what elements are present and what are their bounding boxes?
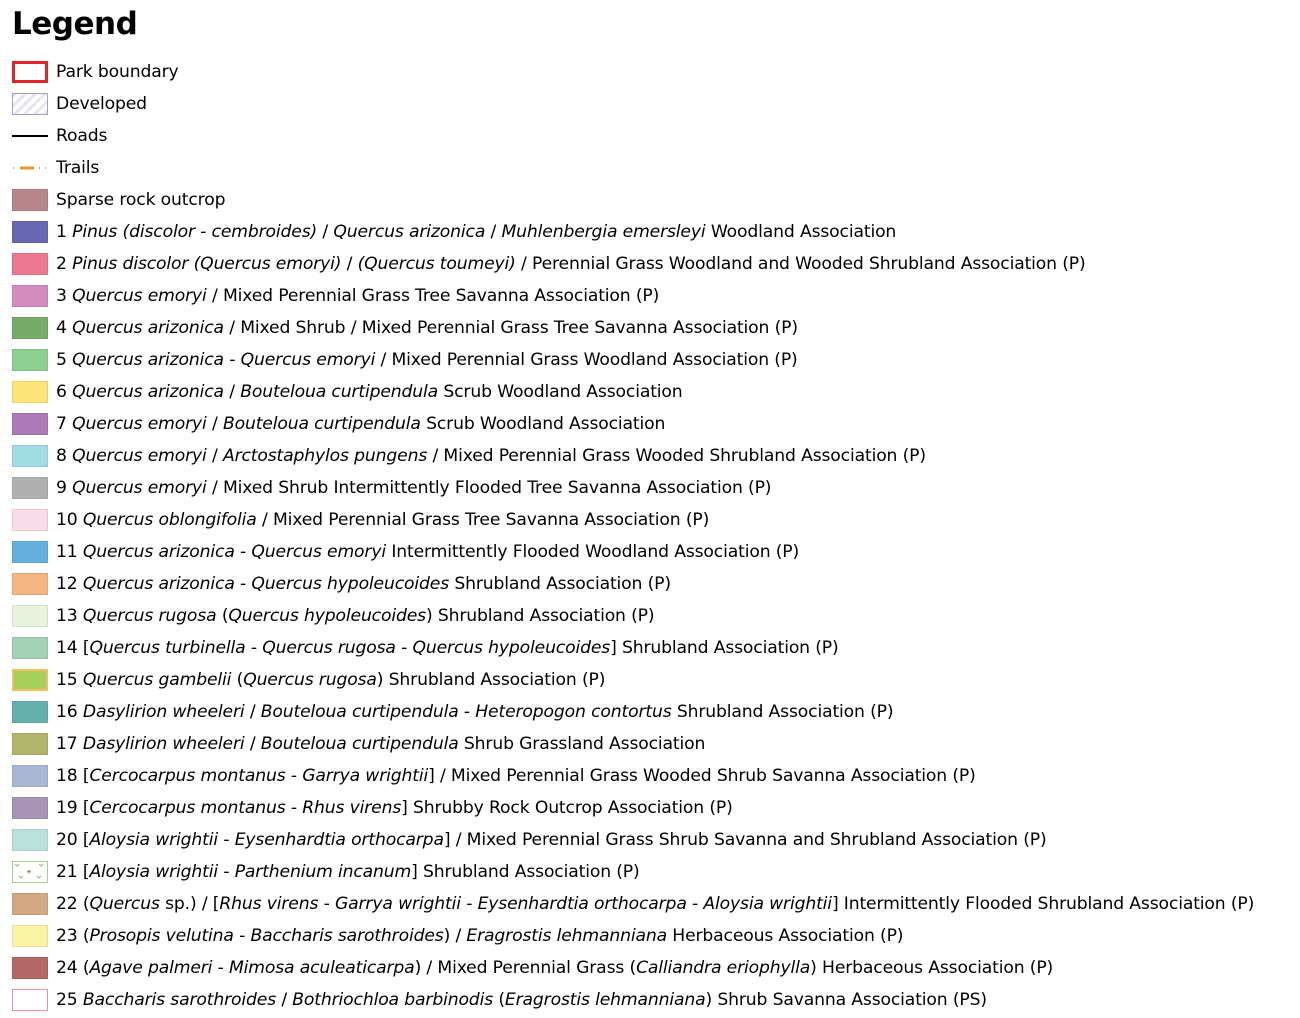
legend-list: [12, 56, 1254, 1016]
species-name: Quercus hypoleucoides: [412, 638, 611, 658]
label-text: 8: [56, 446, 73, 466]
color-swatch-icon: [12, 189, 48, 211]
label-text: /: [317, 222, 334, 242]
species-name: Rhus virens: [219, 894, 319, 914]
legend-item-label: [56, 766, 976, 786]
species-name: Garrya wrightii: [334, 894, 461, 914]
legend-item: [12, 312, 1254, 344]
legend-item: [12, 376, 1254, 408]
species-name: Bouteloua curtipendula: [222, 414, 421, 434]
legend-title: Legend: [12, 6, 138, 42]
label-text: 20 [: [56, 830, 90, 850]
legend-item: [12, 152, 1254, 184]
legend-item-label: [56, 158, 99, 178]
label-text: -: [460, 894, 478, 914]
legend-item-label: [56, 958, 1053, 978]
color-swatch-icon: [12, 413, 48, 435]
species-name: Quercus oblongifolia: [82, 510, 257, 530]
shrub-mark: [19, 876, 23, 878]
species-name: Bouteloua curtipendula: [260, 734, 459, 754]
species-name: Quercus arizonica: [72, 382, 224, 402]
legend-item: [12, 856, 1254, 888]
species-name: Aloysia wrightii: [89, 830, 218, 850]
legend-item-label: [56, 894, 1254, 914]
species-name: Quercus emoryi: [72, 286, 207, 306]
legend-item: [12, 504, 1254, 536]
species-name: Pinus discolor (Quercus emoryi): [72, 254, 342, 274]
color-swatch-icon: [12, 989, 48, 1011]
color-swatch-icon: [12, 605, 48, 627]
label-text: /: [485, 222, 502, 242]
legend-item: [12, 248, 1254, 280]
label-text: 11: [56, 542, 83, 562]
label-text: 13: [56, 606, 83, 626]
shrub-pattern-swatch-icon: [12, 861, 48, 883]
label-text: Herbaceous Association (P): [666, 926, 904, 946]
color-swatch-icon: [12, 957, 48, 979]
label-text: / Mixed Perennial Grass Wooded Shrubland Association (P): [427, 446, 926, 466]
label-text: ] / Mixed Perennial Grass Wooded Shrub Savanna Association (P): [428, 766, 976, 786]
legend-item: [12, 920, 1254, 952]
label-text: Scrub Woodland Association: [438, 382, 683, 402]
label-text: 25: [56, 990, 83, 1010]
label-text: ) Shrubland Association (P): [425, 606, 655, 626]
label-text: -: [218, 862, 235, 882]
label-text: ] Shrubby Rock Outcrop Association (P): [401, 798, 733, 818]
species-name: Quercus rugosa: [262, 638, 396, 658]
species-name: Quercus gambelii: [82, 670, 232, 690]
species-name: Quercus emoryi: [72, 414, 207, 434]
color-swatch-icon: [12, 701, 48, 723]
label-text: / Mixed Shrub / Mixed Perennial Grass Tree Savanna Association (P): [223, 318, 798, 338]
species-name: Heteropogon contortus: [475, 702, 672, 722]
species-name: Baccharis sarothroides: [82, 990, 276, 1010]
legend-item: [12, 344, 1254, 376]
label-text: -: [318, 894, 335, 914]
species-name: Quercus hypoleucoides: [228, 606, 426, 626]
label-text: 12: [56, 574, 83, 594]
label-text: -: [234, 542, 252, 562]
legend-item-label: [56, 190, 225, 210]
trail-line-icon: [12, 157, 48, 179]
label-text: -: [686, 894, 704, 914]
species-name: Mimosa aculeaticarpa: [228, 958, 415, 978]
label-text: 17: [56, 734, 83, 754]
species-name: Eysenhardtia orthocarpa: [234, 830, 444, 850]
label-text: -: [218, 830, 235, 850]
label-text: 1: [56, 222, 73, 242]
label-text: ) Herbaceous Association (P): [810, 958, 1054, 978]
label-text: 15: [56, 670, 83, 690]
species-name: Cercocarpus montanus: [89, 798, 286, 818]
label-text: Woodland Association: [705, 222, 897, 242]
legend-item: [12, 984, 1254, 1016]
label-text: Scrub Woodland Association: [420, 414, 666, 434]
label-text: 24 (: [56, 958, 90, 978]
color-swatch-icon: [12, 765, 48, 787]
label-text: 21 [: [56, 862, 90, 882]
species-name: Aloysia wrightii: [89, 862, 218, 882]
label-text: 23 (: [56, 926, 90, 946]
species-name: Dasylirion wheeleri: [82, 702, 245, 722]
shrub-dot: [28, 870, 30, 872]
color-swatch-icon: [12, 669, 48, 691]
species-name: Quercus turbinella: [89, 638, 246, 658]
legend-item: [12, 728, 1254, 760]
label-text: Shrub Grassland Association: [458, 734, 706, 754]
label-text: /: [223, 382, 241, 402]
label-text: 18 [: [56, 766, 90, 786]
legend-item-label: [56, 222, 896, 242]
legend-item-label: [56, 478, 771, 498]
legend-item: [12, 888, 1254, 920]
legend-item-label: [56, 318, 798, 338]
species-name: Quercus rugosa: [243, 670, 377, 690]
legend-item-label: [56, 670, 605, 690]
legend-item: [12, 56, 1254, 88]
legend-item-label: [56, 254, 1086, 274]
label-text: -: [212, 958, 229, 978]
legend-item-label: [56, 414, 665, 434]
species-name: Quercus rugosa: [82, 606, 217, 626]
species-name: Bouteloua curtipendula: [260, 702, 459, 722]
color-swatch-icon: [12, 925, 48, 947]
legend-item: [12, 216, 1254, 248]
label-text: ] / Mixed Perennial Grass Shrub Savanna and Shrubland Association (P): [443, 830, 1047, 850]
label-text: / Mixed Shrub Intermittently Flooded Tree Savanna Association (P): [206, 478, 772, 498]
species-name: Quercus emoryi: [72, 446, 207, 466]
legend-item: [12, 568, 1254, 600]
label-text: /: [244, 702, 261, 722]
species-name: Quercus arizonica: [82, 574, 235, 594]
color-swatch-icon: [12, 541, 48, 563]
legend-item: [12, 472, 1254, 504]
label-text: 9: [56, 478, 73, 498]
legend-item-label: [56, 510, 709, 530]
label-text: -: [223, 350, 241, 370]
label-text: /: [206, 446, 223, 466]
label-text: 5: [56, 350, 73, 370]
label-text: 6: [56, 382, 73, 402]
legend-item: [12, 760, 1254, 792]
label-text: Roads: [56, 126, 108, 146]
species-name: Dasylirion wheeleri: [82, 734, 245, 754]
label-text: -: [234, 574, 252, 594]
color-swatch-icon: [12, 221, 48, 243]
label-text: (: [216, 606, 229, 626]
label-text: Intermittently Flooded Woodland Association (P): [386, 542, 800, 562]
label-text: 16: [56, 702, 83, 722]
label-text: 22 (: [56, 894, 90, 914]
shrub-mark: [15, 864, 19, 866]
label-text: (: [493, 990, 505, 1010]
label-text: -: [285, 766, 303, 786]
species-name: Quercus emoryi: [251, 542, 386, 562]
legend-item-label: [56, 702, 893, 722]
legend-item-label: [56, 382, 683, 402]
legend-item-label: [56, 830, 1047, 850]
species-name: Quercus emoryi: [240, 350, 376, 370]
legend-item-label: [56, 574, 671, 594]
species-name: Baccharis sarothroides: [250, 926, 444, 946]
label-text: / Mixed Perennial Grass Tree Savanna Association (P): [206, 286, 660, 306]
color-swatch-icon: [12, 733, 48, 755]
legend-item: [12, 632, 1254, 664]
species-name: Eragrostis lehmanniana: [466, 926, 667, 946]
label-text: -: [233, 926, 251, 946]
color-swatch-icon: [12, 285, 48, 307]
legend-item: [12, 600, 1254, 632]
color-swatch-icon: [12, 477, 48, 499]
developed-hatch-swatch-icon: [12, 93, 48, 115]
label-text: 19 [: [56, 798, 90, 818]
label-text: Sparse rock outcrop: [56, 190, 226, 210]
legend-item: [12, 536, 1254, 568]
species-name: Quercus hypoleucoides: [251, 574, 450, 594]
color-swatch-icon: [12, 445, 48, 467]
legend-item-label: [56, 542, 799, 562]
label-text: -: [285, 798, 303, 818]
color-swatch-icon: [12, 797, 48, 819]
legend-item-label: [56, 862, 640, 882]
legend-item-label: [56, 606, 654, 626]
legend-item-label: [56, 350, 798, 370]
species-name: Quercus arizonica: [333, 222, 486, 242]
label-text: /: [244, 734, 261, 754]
species-name: Agave palmeri: [89, 958, 213, 978]
species-name: Calliandra eriophylla: [636, 958, 811, 978]
legend-item-label: [56, 62, 179, 82]
species-name: Bouteloua curtipendula: [240, 382, 439, 402]
color-swatch-icon: [12, 253, 48, 275]
species-name: Prosopis velutina: [89, 926, 234, 946]
label-text: -: [458, 702, 476, 722]
species-name: Quercus arizonica: [82, 542, 235, 562]
legend-item: [12, 824, 1254, 856]
label-text: Shrubland Association (P): [671, 702, 894, 722]
species-name: Quercus: [89, 894, 160, 914]
road-line: [12, 135, 48, 137]
species-name: Eragrostis lehmanniana: [504, 990, 706, 1010]
shrub-mark: [37, 876, 41, 878]
label-text: -: [245, 638, 263, 658]
legend-item: [12, 408, 1254, 440]
shrub-pattern-graphic: [13, 862, 47, 882]
label-text: / Mixed Perennial Grass Tree Savanna Association (P): [256, 510, 710, 530]
label-text: 3: [56, 286, 73, 306]
legend-item-label: [56, 734, 705, 754]
species-name: Arctostaphylos pungens: [222, 446, 428, 466]
species-name: Rhus virens: [302, 798, 402, 818]
label-text: 7: [56, 414, 73, 434]
road-line-icon: [12, 125, 48, 147]
species-name: (Quercus toumeyi): [357, 254, 516, 274]
species-name: Garrya wrightii: [302, 766, 429, 786]
label-text: -: [395, 638, 413, 658]
legend-item-label: [56, 798, 733, 818]
color-swatch-icon: [12, 381, 48, 403]
label-text: ) / Mixed Perennial Grass (: [414, 958, 637, 978]
park-boundary-swatch-icon: [12, 61, 48, 83]
legend-item: [12, 440, 1254, 472]
label-text: sp.) / [: [159, 894, 220, 914]
label-text: /: [276, 990, 293, 1010]
color-swatch-icon: [12, 317, 48, 339]
species-name: Parthenium incanum: [234, 862, 412, 882]
legend-item: [12, 792, 1254, 824]
label-text: /: [341, 254, 358, 274]
color-swatch-icon: [12, 349, 48, 371]
label-text: Developed: [56, 94, 147, 114]
label-text: (: [231, 670, 244, 690]
label-text: /: [206, 414, 223, 434]
label-text: / Perennial Grass Woodland and Wooded Shrubland Association (P): [515, 254, 1086, 274]
label-text: 14 [: [56, 638, 90, 658]
species-name: Quercus emoryi: [72, 478, 207, 498]
species-name: Bothriochloa barbinodis: [292, 990, 494, 1010]
label-text: ) Shrubland Association (P): [376, 670, 606, 690]
label-text: ) /: [443, 926, 467, 946]
species-name: Quercus arizonica: [72, 318, 224, 338]
legend-item-label: [56, 286, 659, 306]
legend-item-label: [56, 126, 107, 146]
species-name: Cercocarpus montanus: [89, 766, 286, 786]
legend-item-label: [56, 990, 987, 1010]
label-text: Park boundary: [56, 62, 179, 82]
legend-item-label: [56, 638, 839, 658]
label-text: ) Shrub Savanna Association (PS): [705, 990, 987, 1010]
species-name: Eysenhardtia orthocarpa: [477, 894, 687, 914]
legend-item-label: [56, 926, 903, 946]
legend-item: [12, 120, 1254, 152]
label-text: ] Intermittently Flooded Shrubland Association (P): [831, 894, 1255, 914]
trail-dash-graphic: [12, 157, 48, 179]
color-swatch-icon: [12, 829, 48, 851]
label-text: ] Shrubland Association (P): [411, 862, 640, 882]
legend-item: [12, 952, 1254, 984]
label-text: Trails: [56, 158, 100, 178]
legend-item: [12, 280, 1254, 312]
species-name: Aloysia wrightii: [703, 894, 832, 914]
legend-item: [12, 184, 1254, 216]
legend-item-label: [56, 446, 926, 466]
legend-item: [12, 88, 1254, 120]
species-name: Pinus (discolor - cembroides): [72, 222, 318, 242]
color-swatch-icon: [12, 893, 48, 915]
color-swatch-icon: [12, 509, 48, 531]
color-swatch-icon: [12, 637, 48, 659]
species-name: Muhlenbergia emersleyi: [501, 222, 706, 242]
label-text: Shrubland Association (P): [449, 574, 671, 594]
label-text: / Mixed Perennial Grass Woodland Association (P): [375, 350, 798, 370]
label-text: 4: [56, 318, 73, 338]
label-text: 2: [56, 254, 73, 274]
label-text: 10: [56, 510, 83, 530]
label-text: ] Shrubland Association (P): [610, 638, 839, 658]
species-name: Quercus arizonica: [72, 350, 224, 370]
legend-item: [12, 664, 1254, 696]
legend-item: [12, 696, 1254, 728]
legend-item-label: [56, 94, 147, 114]
color-swatch-icon: [12, 573, 48, 595]
shrub-mark: [39, 864, 43, 866]
